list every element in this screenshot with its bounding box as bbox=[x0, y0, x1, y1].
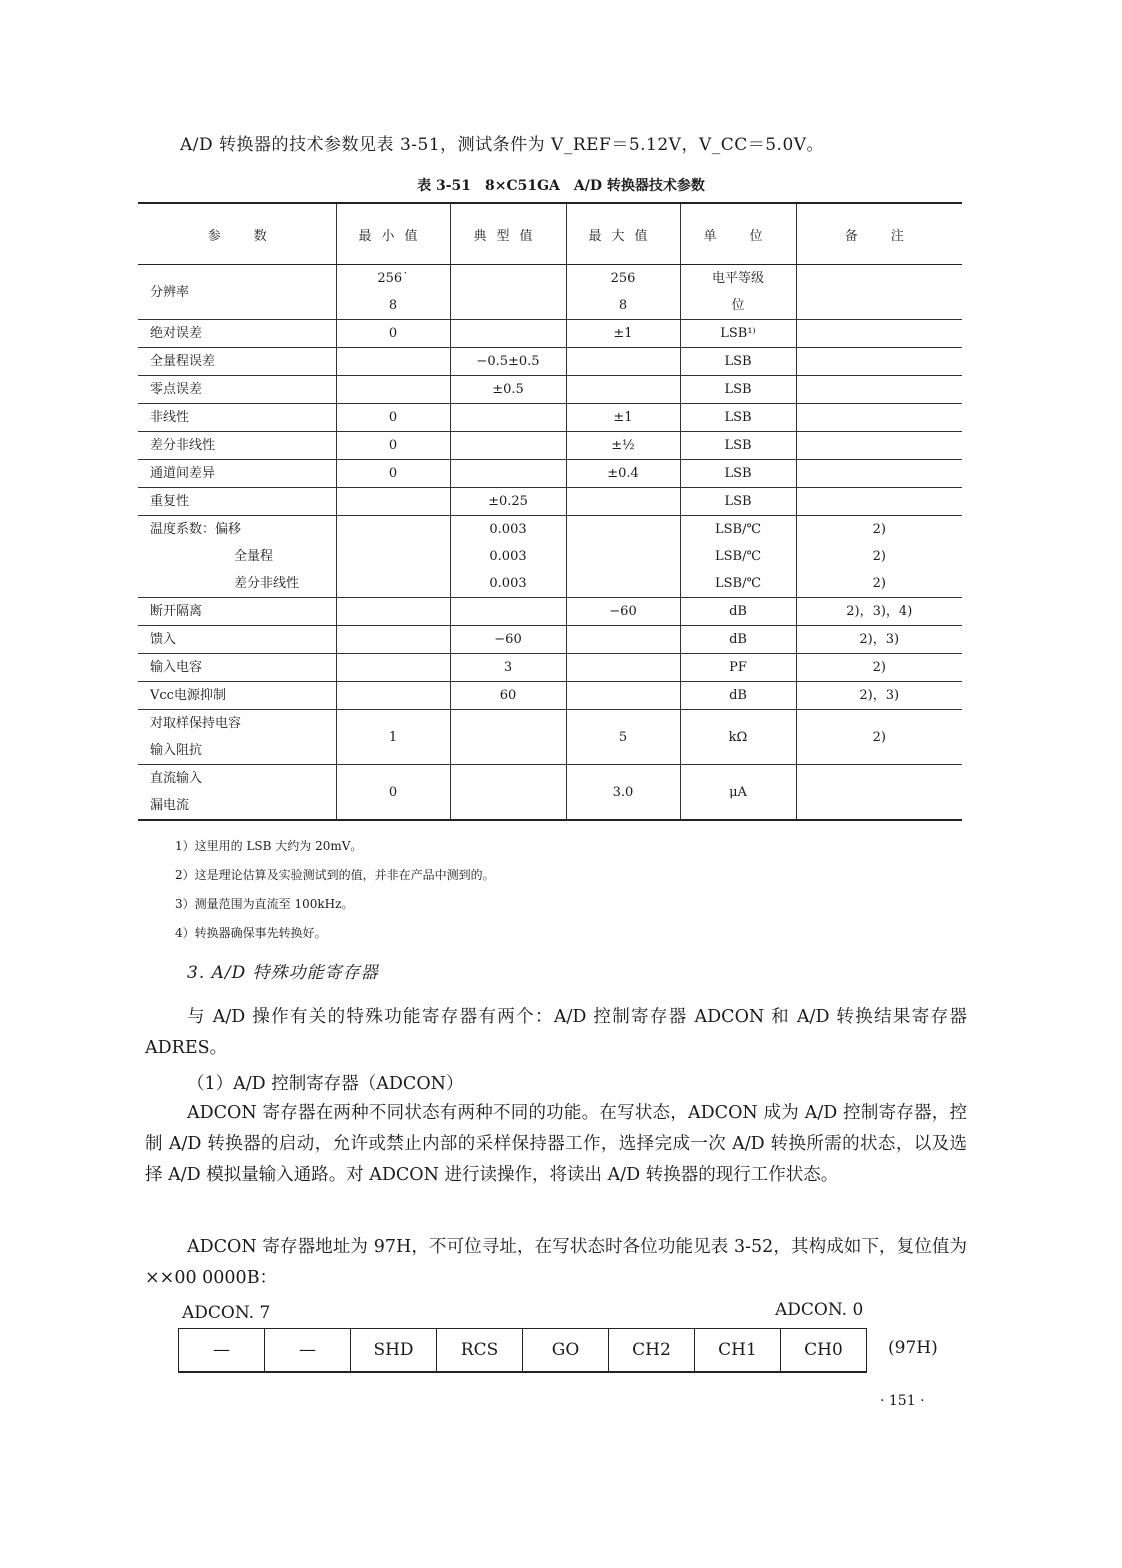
cell-unit bbox=[680, 654, 796, 682]
cell-line: 漏电流 bbox=[150, 798, 190, 813]
table-row bbox=[138, 765, 962, 821]
paragraph-2-text: ADCON 寄存器在两种不同状态有两种不同的功能。在写状态，ADCON 成为 A/D 控制寄存器，控制 A/D 转换器的启动，允许或禁止内部的采样保持器工作，选择完成一次 A/D 转换所需的状态，以及选择 A/D 模拟量输入通路。对 ADCON 进行读操作，将读出 A/D 转换器的现行工作状态。 bbox=[145, 1103, 967, 1185]
cell-line: Vcc电源抑制 bbox=[150, 688, 226, 703]
footnote: 3）测量范围为直流至 100kHz。 bbox=[175, 897, 354, 911]
cell-max bbox=[566, 320, 680, 348]
cell-min bbox=[336, 516, 450, 598]
cell-line: 差分非线性 bbox=[150, 438, 216, 453]
cell-line: 0 bbox=[388, 784, 398, 800]
register-label-right: ADCON. 0 bbox=[775, 1300, 864, 1320]
paragraph-3-text: ADCON 寄存器地址为 97H，不可位寻址，在写状态时各位功能见表 3-52，其构成如下，复位值为××00 0000B： bbox=[145, 1237, 967, 1288]
cell-max bbox=[566, 682, 680, 710]
cell-line: ±1 bbox=[613, 410, 633, 425]
cell-line: 2)，3) bbox=[859, 688, 900, 703]
paragraph-2 bbox=[145, 1098, 967, 1191]
cell-line: 通道间差异 bbox=[150, 466, 216, 481]
cell-line: LSB bbox=[724, 354, 752, 369]
cell-typ bbox=[450, 404, 566, 432]
cell-min bbox=[336, 488, 450, 516]
table-row bbox=[138, 460, 962, 488]
footnote: 4）转换器确保事先转换好。 bbox=[175, 926, 327, 940]
cell-note bbox=[796, 432, 962, 460]
cell-unit bbox=[680, 432, 796, 460]
cell-note bbox=[796, 626, 962, 654]
cell-unit bbox=[680, 516, 796, 598]
register-bit: CH2 bbox=[609, 1329, 695, 1373]
cell-note bbox=[796, 654, 962, 682]
cell-line: 0.003 bbox=[489, 576, 527, 591]
cell-line: 2) bbox=[872, 729, 886, 745]
cell-line: LSB¹⁾ bbox=[720, 326, 756, 341]
cell-min bbox=[336, 654, 450, 682]
cell-typ bbox=[450, 765, 566, 821]
cell-max bbox=[566, 404, 680, 432]
cell-max bbox=[566, 710, 680, 765]
cell-line: 2) bbox=[872, 576, 886, 591]
cell-line: −60 bbox=[494, 632, 522, 647]
table-row bbox=[138, 516, 962, 598]
cell-typ bbox=[450, 682, 566, 710]
cell-min bbox=[336, 765, 450, 821]
table-row bbox=[138, 348, 962, 376]
cell-param bbox=[138, 488, 336, 516]
spec-table bbox=[138, 202, 962, 821]
cell-max bbox=[566, 432, 680, 460]
cell-typ bbox=[450, 460, 566, 488]
cell-note bbox=[796, 516, 962, 598]
cell-line: 差分非线性 bbox=[234, 576, 300, 591]
cell-param bbox=[138, 432, 336, 460]
table-row bbox=[138, 654, 962, 682]
cell-line: PF bbox=[729, 660, 747, 675]
cell-max bbox=[566, 765, 680, 821]
cell-min bbox=[336, 432, 450, 460]
cell-line: LSB bbox=[724, 466, 752, 481]
cell-max bbox=[566, 626, 680, 654]
cell-line: 0 bbox=[388, 438, 398, 453]
cell-line: ±½ bbox=[611, 438, 635, 453]
cell-line: −0.5±0.5 bbox=[476, 354, 540, 369]
cell-max bbox=[566, 348, 680, 376]
cell-line: 全量程误差 bbox=[150, 354, 216, 369]
cell-note bbox=[796, 682, 962, 710]
cell-line: 0.003 bbox=[489, 522, 527, 537]
cell-line: LSB bbox=[724, 494, 752, 509]
cell-line: 2) bbox=[872, 522, 886, 537]
cell-min bbox=[336, 265, 450, 320]
register-bit: CH0 bbox=[781, 1329, 867, 1373]
cell-unit bbox=[680, 598, 796, 626]
cell-line: μA bbox=[729, 784, 747, 800]
cell-param bbox=[138, 348, 336, 376]
cell-param bbox=[138, 765, 336, 821]
cell-min bbox=[336, 598, 450, 626]
subheading: （1）A/D 控制寄存器（ADCON） bbox=[187, 1074, 464, 1094]
register-bit: — bbox=[265, 1329, 351, 1373]
cell-note bbox=[796, 320, 962, 348]
cell-line: 3.0 bbox=[612, 784, 634, 800]
table-row bbox=[138, 376, 962, 404]
cell-typ bbox=[450, 488, 566, 516]
cell-line: kΩ bbox=[728, 729, 748, 745]
cell-min bbox=[336, 682, 450, 710]
cell-line: 5 bbox=[618, 729, 628, 745]
cell-param bbox=[138, 516, 336, 598]
cell-typ bbox=[450, 598, 566, 626]
cell-line: 2) bbox=[872, 660, 886, 675]
cell-param bbox=[138, 460, 336, 488]
cell-typ bbox=[450, 654, 566, 682]
table-row bbox=[138, 598, 962, 626]
cell-line: −60 bbox=[609, 604, 637, 619]
cell-param bbox=[138, 654, 336, 682]
cell-line: ±0.5 bbox=[492, 382, 524, 397]
cell-line: 60 bbox=[499, 688, 517, 703]
cell-line: dB bbox=[729, 632, 747, 647]
section-title: 3. A/D 特殊功能寄存器 bbox=[187, 963, 379, 983]
register-bit: RCS bbox=[437, 1329, 523, 1373]
cell-unit bbox=[680, 376, 796, 404]
table-body bbox=[138, 265, 962, 821]
header-param: 参 数 bbox=[138, 203, 336, 265]
cell-param bbox=[138, 598, 336, 626]
cell-typ bbox=[450, 710, 566, 765]
cell-line: dB bbox=[729, 604, 747, 619]
cell-line: LSB bbox=[724, 410, 752, 425]
header-max: 最大值 bbox=[566, 203, 680, 265]
cell-min bbox=[336, 320, 450, 348]
cell-note bbox=[796, 348, 962, 376]
cell-unit bbox=[680, 320, 796, 348]
cell-line: 2)，3) bbox=[859, 632, 900, 647]
cell-max bbox=[566, 598, 680, 626]
cell-unit bbox=[680, 265, 796, 320]
table-row bbox=[138, 626, 962, 654]
cell-min bbox=[336, 626, 450, 654]
register-bit: CH1 bbox=[695, 1329, 781, 1373]
cell-max bbox=[566, 376, 680, 404]
cell-note bbox=[796, 598, 962, 626]
cell-line: 8 bbox=[388, 298, 398, 313]
cell-line: 0 bbox=[388, 410, 398, 425]
paragraph-3 bbox=[145, 1232, 967, 1294]
cell-line: 零点误差 bbox=[150, 382, 203, 397]
cell-unit bbox=[680, 626, 796, 654]
header-min: 最小值 bbox=[336, 203, 450, 265]
table-row bbox=[138, 320, 962, 348]
cell-max bbox=[566, 516, 680, 598]
cell-line: 8 bbox=[618, 298, 628, 313]
cell-line: 电平等级 bbox=[711, 271, 764, 286]
cell-param bbox=[138, 682, 336, 710]
cell-line: 绝对误差 bbox=[150, 326, 203, 341]
cell-unit bbox=[680, 404, 796, 432]
cell-unit bbox=[680, 682, 796, 710]
cell-typ bbox=[450, 432, 566, 460]
cell-note bbox=[796, 376, 962, 404]
table-row bbox=[138, 488, 962, 516]
cell-line: 重复性 bbox=[150, 494, 190, 509]
cell-line: 非线性 bbox=[150, 410, 190, 425]
cell-typ bbox=[450, 516, 566, 598]
cell-line: 馈入 bbox=[150, 632, 177, 647]
cell-max bbox=[566, 654, 680, 682]
cell-line: 温度系数：偏移 bbox=[150, 522, 242, 537]
cell-line: LSB/℃ bbox=[714, 549, 761, 564]
cell-typ bbox=[450, 376, 566, 404]
cell-line: 全量程 bbox=[234, 549, 274, 564]
cell-typ bbox=[450, 265, 566, 320]
register-label-left: ADCON. 7 bbox=[182, 1303, 271, 1323]
cell-line: 256 bbox=[610, 271, 636, 286]
cell-line: 输入阻抗 bbox=[150, 743, 203, 758]
cell-min bbox=[336, 348, 450, 376]
footnote: 2）这是理论估算及实验测试到的值，并非在产品中测到的。 bbox=[175, 868, 495, 882]
cell-line: 位 bbox=[731, 298, 745, 313]
cell-typ bbox=[450, 626, 566, 654]
header-note: 备 注 bbox=[796, 203, 962, 265]
cell-line: ±0.4 bbox=[607, 466, 639, 481]
cell-param bbox=[138, 320, 336, 348]
cell-unit bbox=[680, 710, 796, 765]
cell-min bbox=[336, 710, 450, 765]
header-typ: 典型值 bbox=[450, 203, 566, 265]
table-row bbox=[138, 265, 962, 320]
cell-line: 2) bbox=[872, 549, 886, 564]
cell-typ bbox=[450, 320, 566, 348]
intro-text: A/D 转换器的技术参数见表 3-51，测试条件为 V_REF＝5.12V，V_CC＝5.0V。 bbox=[180, 135, 825, 155]
cell-min bbox=[336, 404, 450, 432]
register-diagram bbox=[178, 1328, 867, 1373]
cell-line: LSB bbox=[724, 382, 752, 397]
cell-line: dB bbox=[729, 688, 747, 703]
cell-note bbox=[796, 460, 962, 488]
cell-line: ±0.25 bbox=[488, 494, 528, 509]
cell-note bbox=[796, 765, 962, 821]
cell-param bbox=[138, 710, 336, 765]
cell-line: 分辨率 bbox=[150, 284, 190, 300]
cell-line: LSB/℃ bbox=[714, 576, 761, 591]
table-row bbox=[138, 404, 962, 432]
table-caption: 表 3-51 8×C51GA A/D 转换器技术参数 bbox=[417, 178, 705, 194]
cell-line: 0 bbox=[388, 466, 398, 481]
cell-max bbox=[566, 265, 680, 320]
table-row bbox=[138, 432, 962, 460]
header-unit: 单 位 bbox=[680, 203, 796, 265]
cell-line: 断开隔离 bbox=[150, 604, 203, 619]
cell-line: 0 bbox=[388, 326, 398, 341]
cell-min bbox=[336, 460, 450, 488]
register-bit: SHD bbox=[351, 1329, 437, 1373]
paragraph-1-text: 与 A/D 操作有关的特殊功能寄存器有两个：A/D 控制寄存器 ADCON 和 A/D 转换结果寄存器 ADRES。 bbox=[145, 1007, 967, 1058]
cell-line: 0.003 bbox=[489, 549, 527, 564]
cell-param bbox=[138, 265, 336, 320]
cell-min bbox=[336, 376, 450, 404]
cell-line: 2)，3)，4) bbox=[846, 604, 913, 619]
cell-max bbox=[566, 460, 680, 488]
page-number: · 151 · bbox=[880, 1393, 925, 1409]
cell-param bbox=[138, 404, 336, 432]
register-bit: GO bbox=[523, 1329, 609, 1373]
table-header-row bbox=[138, 203, 962, 265]
cell-line: ±1 bbox=[613, 326, 633, 341]
cell-note bbox=[796, 265, 962, 320]
cell-line: 3 bbox=[503, 660, 513, 675]
cell-param bbox=[138, 376, 336, 404]
cell-typ bbox=[450, 348, 566, 376]
table-row bbox=[138, 710, 962, 765]
cell-param bbox=[138, 626, 336, 654]
footnote: 1）这里用的 LSB 大约为 20mV。 bbox=[175, 839, 363, 853]
cell-line: LSB/℃ bbox=[714, 522, 761, 537]
cell-unit bbox=[680, 348, 796, 376]
register-bit: — bbox=[179, 1329, 265, 1373]
cell-line: 对取样保持电容 bbox=[150, 716, 242, 731]
cell-line: 直流输入 bbox=[150, 771, 203, 786]
cell-line: 输入电容 bbox=[150, 660, 203, 675]
cell-unit bbox=[680, 488, 796, 516]
cell-unit bbox=[680, 765, 796, 821]
cell-note bbox=[796, 404, 962, 432]
cell-line: 1 bbox=[388, 729, 398, 745]
cell-max bbox=[566, 488, 680, 516]
cell-line: 256˙ bbox=[377, 271, 409, 286]
cell-note bbox=[796, 488, 962, 516]
table-row bbox=[138, 682, 962, 710]
paragraph-1 bbox=[145, 1002, 967, 1064]
cell-unit bbox=[680, 460, 796, 488]
cell-line: LSB bbox=[724, 438, 752, 453]
register-address: (97H) bbox=[888, 1338, 938, 1358]
footnotes bbox=[175, 832, 495, 948]
cell-note bbox=[796, 710, 962, 765]
